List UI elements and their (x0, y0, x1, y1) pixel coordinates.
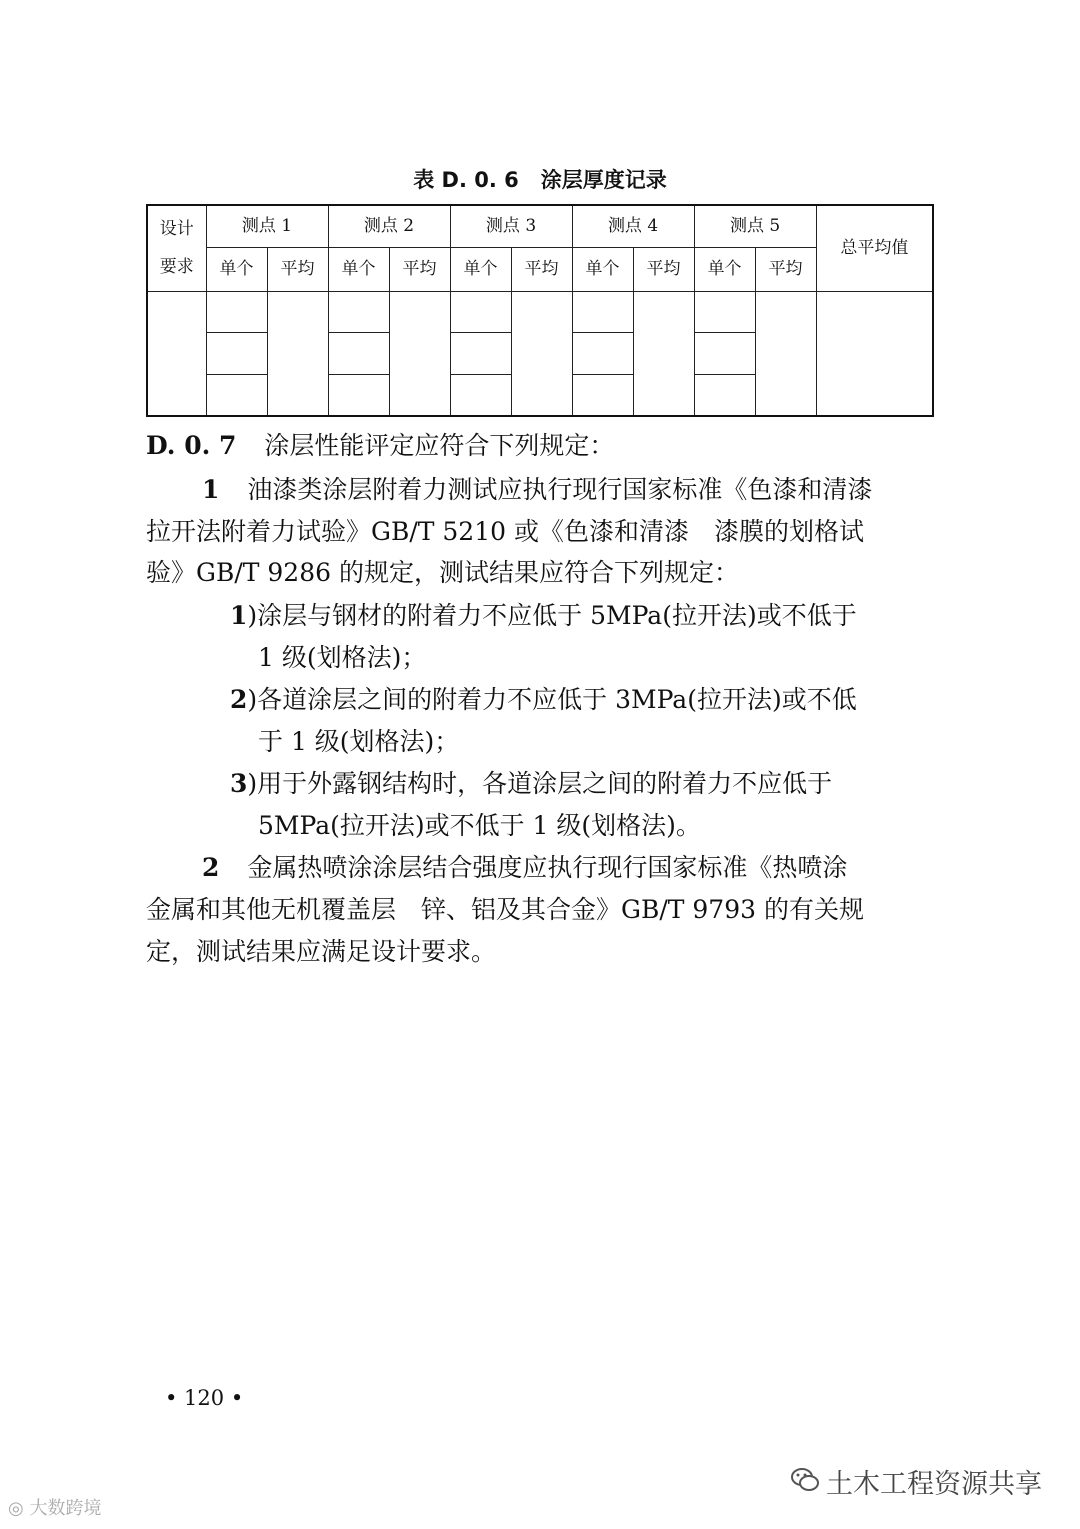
sub-item-3-number: 3 (230, 769, 248, 798)
item-1-line-3: 验》GB/T 9286 的规定，测试结果应符合下列规定： (146, 558, 739, 587)
single-header: 单个 (450, 247, 511, 291)
design-cell (147, 292, 206, 416)
single-cell (206, 333, 267, 374)
clause-text: 涂层性能评定应符合下列规定： (264, 431, 615, 460)
sub-item-1-line-1 (230, 596, 857, 632)
average-cell (267, 292, 328, 416)
average-cell (755, 292, 816, 416)
item-2-line-3: 定，测试结果应满足设计要求。 (146, 937, 497, 966)
clause-number: D. 0. 7 (146, 431, 237, 460)
point-1-header: 测点 1 (206, 205, 328, 247)
single-cell (328, 333, 389, 374)
single-cell (694, 374, 755, 416)
sub-item-3-text: )用于外露钢结构时，各道涂层之间的附着力不应低于 (247, 769, 833, 798)
point-2-header: 测点 2 (328, 205, 450, 247)
average-cell (633, 292, 694, 416)
item-2-line-1 (202, 848, 847, 884)
single-header: 单个 (572, 247, 633, 291)
item-2-text-1: 金属热喷涂涂层结合强度应执行现行国家标准《热喷涂 (247, 853, 848, 882)
single-header: 单个 (206, 247, 267, 291)
average-header: 平均 (267, 247, 328, 291)
wechat-icon (790, 1467, 820, 1500)
average-header: 平均 (389, 247, 450, 291)
watermark-text: 土木工程资源共享 (826, 1469, 1042, 1500)
watermark-right (790, 1462, 1042, 1501)
design-line-1: 设计 (159, 219, 194, 240)
single-cell (206, 292, 267, 333)
average-header: 平均 (633, 247, 694, 291)
single-cell (694, 333, 755, 374)
single-header: 单个 (694, 247, 755, 291)
item-2-line-2: 金属和其他无机覆盖层 锌、铝及其合金》GB/T 9793 的有关规 (146, 895, 864, 924)
single-cell (572, 292, 633, 333)
design-line-2: 要求 (159, 256, 194, 277)
sub-item-3-line-2: 5MPa(拉开法)或不低于 1 级(划格法)。 (258, 811, 701, 840)
design-requirement-header (147, 205, 206, 292)
single-cell (694, 292, 755, 333)
sub-item-1-number: 1 (230, 601, 248, 630)
item-1-text-1: 油漆类涂层附着力测试应执行现行国家标准《色漆和清漆 (247, 475, 873, 504)
caption-number: 表 D. 0. 6 (413, 168, 519, 192)
sub-item-2-line-1 (230, 680, 857, 716)
point-3-header: 测点 3 (450, 205, 572, 247)
caption-title: 涂层厚度记录 (540, 168, 667, 192)
point-5-header: 测点 5 (694, 205, 816, 247)
item-2-number: 2 (202, 853, 220, 882)
watermark-logo-icon: ◎ (8, 1498, 24, 1519)
sub-item-1-line-2: 1 级(划格法)； (258, 643, 427, 672)
single-header: 单个 (328, 247, 389, 291)
sub-item-2-text: )各道涂层之间的附着力不应低于 3MPa(拉开法)或不低 (247, 685, 857, 714)
page-number: • 120 • (165, 1386, 244, 1410)
single-cell (328, 374, 389, 416)
average-header: 平均 (511, 247, 572, 291)
watermark-left (8, 1494, 101, 1520)
item-1-line-2: 拉开法附着力试验》GB/T 5210 或《色漆和清漆 漆膜的划格试 (146, 517, 864, 546)
single-cell (572, 374, 633, 416)
single-cell (450, 374, 511, 416)
point-4-header: 测点 4 (572, 205, 694, 247)
total-average-header: 总平均值 (816, 205, 933, 292)
average-cell (389, 292, 450, 416)
item-1-line-1 (202, 470, 872, 506)
item-1-number: 1 (202, 475, 220, 504)
clause-d07 (146, 426, 614, 462)
total-average-cell (816, 292, 933, 416)
table-row (147, 292, 933, 333)
single-cell (206, 374, 267, 416)
average-header: 平均 (755, 247, 816, 291)
single-cell (450, 333, 511, 374)
sub-item-2-line-2: 于 1 级(划格法)； (258, 727, 460, 756)
average-cell (511, 292, 572, 416)
single-cell (450, 292, 511, 333)
single-cell (572, 333, 633, 374)
coating-thickness-table (146, 204, 934, 417)
sub-item-1-text: )涂层与钢材的附着力不应低于 5MPa(拉开法)或不低于 (247, 601, 857, 630)
sub-item-3-line-1 (230, 764, 832, 800)
single-cell (328, 292, 389, 333)
table-caption (0, 164, 1080, 194)
watermark-left-text: 大数跨境 (29, 1498, 102, 1519)
sub-item-2-number: 2 (230, 685, 248, 714)
